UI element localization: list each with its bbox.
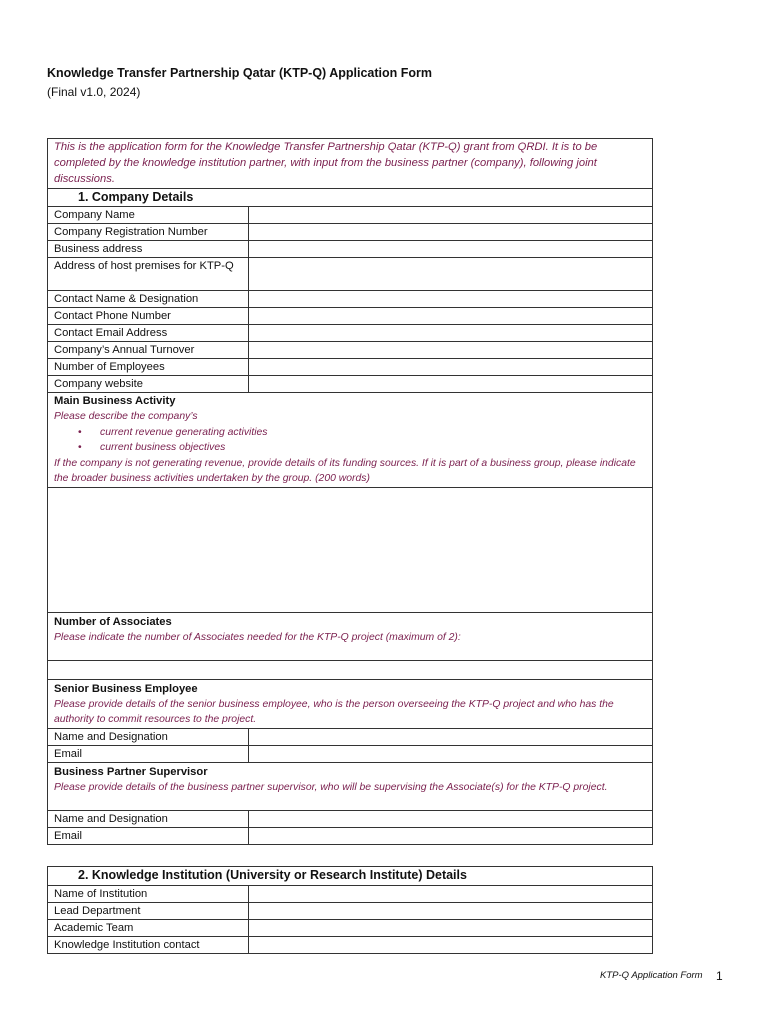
table-row <box>48 810 653 827</box>
list-item: • current revenue generating activities <box>100 425 646 441</box>
table-row <box>48 886 653 903</box>
senior-email-input[interactable] <box>249 745 653 762</box>
annual-turnover-input[interactable] <box>249 342 653 359</box>
employees-input[interactable] <box>249 359 653 376</box>
table-row <box>48 827 653 844</box>
institution-details-table <box>47 866 653 954</box>
institution-name-input[interactable] <box>249 886 653 903</box>
table-row <box>48 291 653 308</box>
field-label: Email <box>48 745 249 762</box>
main-activity-heading: Main Business Activity <box>54 395 176 407</box>
table-row <box>48 728 653 745</box>
senior-name-input[interactable] <box>249 728 653 745</box>
supervisor-heading: Business Partner Supervisor <box>54 765 208 778</box>
field-label: Company Name <box>48 207 249 224</box>
main-activity-prompt <box>48 393 653 488</box>
section2-heading: 2. Knowledge Institution (University or Research Institute) Details <box>48 867 653 886</box>
field-label: Email <box>48 827 249 844</box>
business-address-input[interactable] <box>249 241 653 258</box>
field-label: Lead Department <box>48 903 249 920</box>
institution-contact-input[interactable] <box>249 937 653 954</box>
main-activity-answer[interactable] <box>48 487 653 612</box>
company-name-input[interactable] <box>249 207 653 224</box>
table-row <box>48 745 653 762</box>
table-row <box>48 359 653 376</box>
contact-phone-input[interactable] <box>249 308 653 325</box>
field-label: Academic Team <box>48 920 249 937</box>
field-label: Contact Name & Designation <box>48 291 249 308</box>
table-row <box>48 376 653 393</box>
field-label: Knowledge Institution contact <box>48 937 249 954</box>
table-row <box>48 937 653 954</box>
company-details-table <box>47 138 653 845</box>
contact-email-input[interactable] <box>249 325 653 342</box>
table-row <box>48 207 653 224</box>
field-label: Company Registration Number <box>48 224 249 241</box>
field-label: Name and Designation <box>48 810 249 827</box>
senior-employee-prompt <box>48 679 653 728</box>
senior-employee-heading: Senior Business Employee <box>54 682 198 695</box>
supervisor-name-input[interactable] <box>249 810 653 827</box>
field-label: Number of Employees <box>48 359 249 376</box>
supervisor-description: Please provide details of the business partner supervisor, who will be supervising the Associate(s) for the KTP-Q project. <box>54 781 608 793</box>
section1-heading: 1. Company Details <box>48 189 653 207</box>
main-activity-description: Please describe the company’s <box>54 411 198 422</box>
table-row <box>48 325 653 342</box>
supervisor-prompt <box>48 762 653 810</box>
footer-label: KTP-Q Application Form <box>600 970 703 981</box>
host-premises-input[interactable] <box>249 258 653 291</box>
table-row <box>48 258 653 291</box>
table-row <box>48 308 653 325</box>
field-label: Contact Phone Number <box>48 308 249 325</box>
field-label: Name of Institution <box>48 886 249 903</box>
senior-employee-description: Please provide details of the senior business employee, who is the person overseeing the KTP-Q project and who has the authority to commit resources to the project. <box>54 698 614 725</box>
associates-prompt <box>48 612 653 660</box>
field-label: Address of host premises for KTP-Q <box>48 258 249 291</box>
company-website-input[interactable] <box>249 376 653 393</box>
contact-name-input[interactable] <box>249 291 653 308</box>
field-label: Name and Designation <box>48 728 249 745</box>
supervisor-email-input[interactable] <box>249 827 653 844</box>
list-item: • current business objectives <box>100 440 646 456</box>
table-row <box>48 342 653 359</box>
field-label: Business address <box>48 241 249 258</box>
associates-answer[interactable] <box>48 660 653 679</box>
table-row <box>48 920 653 937</box>
associates-description: Please indicate the number of Associates needed for the KTP-Q project (maximum of 2): <box>54 631 461 643</box>
field-label: Company website <box>48 376 249 393</box>
table-row <box>48 903 653 920</box>
main-activity-note: If the company is not generating revenue, provide details of its funding sources. If it is part of a business group, please indicate the broader business activities undertaken by the group. (200 words) <box>54 457 636 484</box>
table-row <box>48 224 653 241</box>
company-registration-input[interactable] <box>249 224 653 241</box>
document-title: Knowledge Transfer Partnership Qatar (KTP-Q) Application Form <box>47 66 433 80</box>
table-row <box>48 241 653 258</box>
associates-heading: Number of Associates <box>54 615 172 628</box>
document-version: (Final v1.0, 2024) <box>47 85 141 99</box>
field-label: Company’s Annual Turnover <box>48 342 249 359</box>
intro-text: This is the application form for the Knowledge Transfer Partnership Qatar (KTP-Q) grant from QRDI. It is to be completed by the knowledge institution partner, with input from the business partner (company), following joint discussions. <box>48 139 653 189</box>
academic-team-input[interactable] <box>249 920 653 937</box>
field-label: Contact Email Address <box>48 325 249 342</box>
page-number: 1 <box>716 969 723 983</box>
lead-department-input[interactable] <box>249 903 653 920</box>
